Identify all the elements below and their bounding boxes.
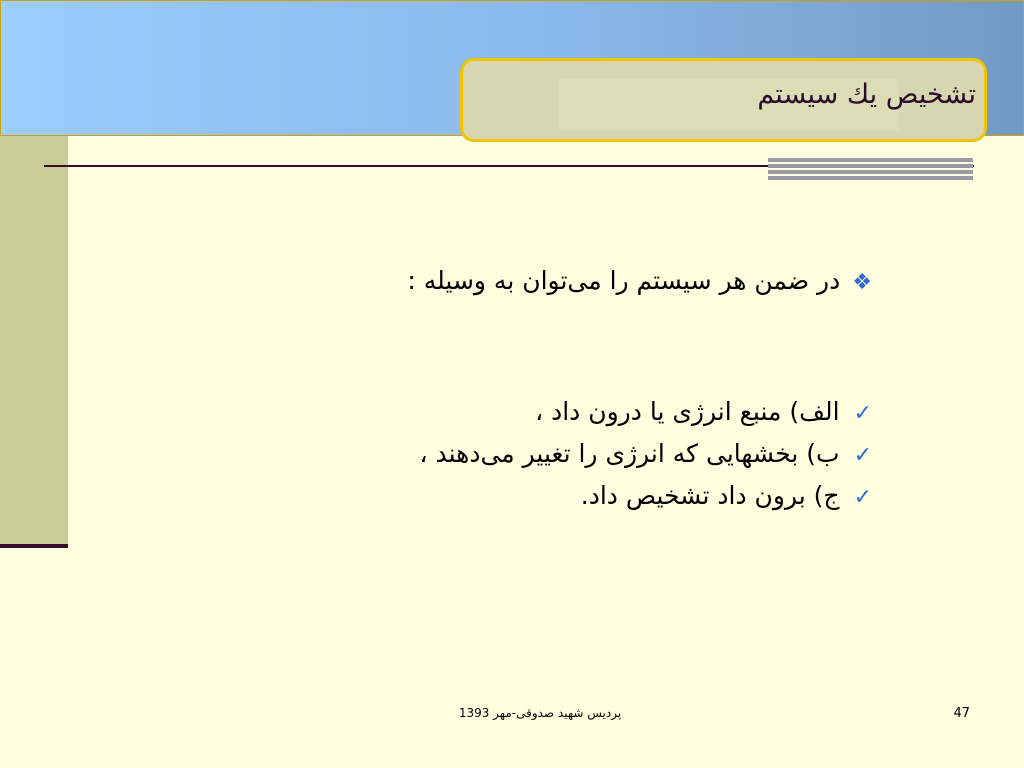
list-item-text: ج) برون داد تشخيص داد. [580,481,840,510]
intro-bullet-text: در ضمن هر سيستم را می‌توان به وسيله : [407,266,841,295]
checkmark-icon: ✓ [853,443,872,468]
page-number: 47 [953,706,970,721]
diamond-bullet-icon: ❖ [852,270,872,295]
title-box [460,58,987,142]
slide-title: تشخيص يك سيستم [757,79,976,110]
list-item-text: ب) بخشهايی كه انرژی را تغيير می‌دهند ، [419,439,840,468]
list-item [419,392,872,434]
checklist [419,392,872,518]
footer-text: پرديس شهيد صدوقی-مهر 1393 [458,706,622,720]
checkmark-icon: ✓ [853,485,872,510]
list-item [419,434,872,476]
checkmark-icon: ✓ [853,401,872,426]
list-item-text: الف) منبع انرژی يا درون داد ، [535,397,840,426]
left-decorative-bar [0,136,68,546]
intro-bullet [407,266,872,295]
left-bar-underline [0,544,68,548]
decorative-stripes [768,158,973,180]
list-item [419,476,872,518]
